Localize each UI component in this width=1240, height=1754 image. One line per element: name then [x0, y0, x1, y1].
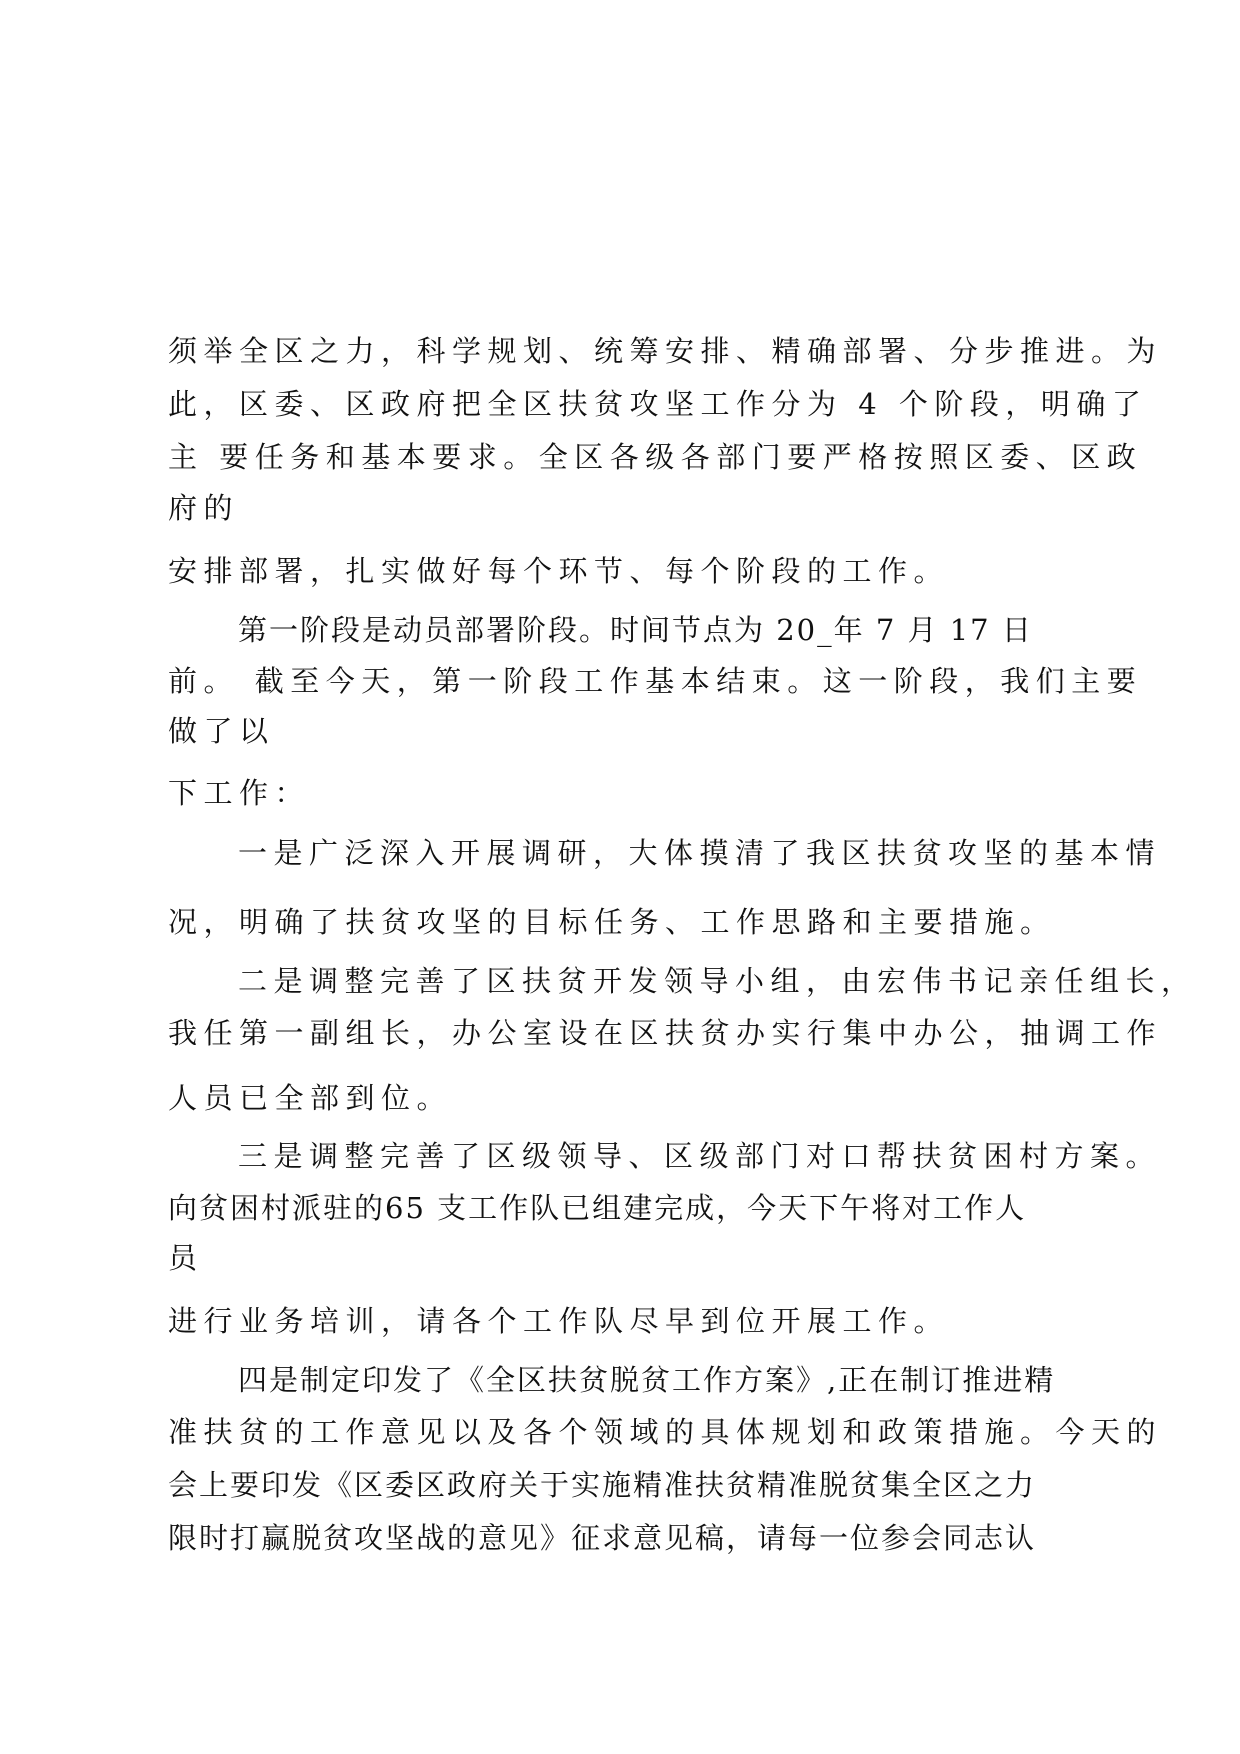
paragraph-first-line: 三是调整完善了区级领导、区级部门对口帮扶贫困村方案。 [238, 1139, 1162, 1173]
paragraph-first-line: 二是调整完善了区扶贫开发领导小组，由宏伟书记亲任组长， [238, 964, 1197, 998]
text-line: 下工作： [168, 776, 311, 810]
text-line: 须举全区之力，科学规划、统筹安排、精确部署、分步推进。为 [168, 334, 1163, 368]
text-line: 府的 [168, 491, 240, 525]
text-line: 会上要印发《区委区政府关于实施精准扶贫精准脱贫集全区之力 [168, 1468, 1037, 1502]
text-line: 况，明确了扶贫攻坚的目标任务、工作思路和主要措施。 [168, 905, 1056, 939]
text-line: 安排部署，扎实做好每个环节、每个阶段的工作。 [168, 554, 950, 588]
text-line: 人员已全部到位。 [168, 1081, 453, 1115]
text-line: 进行业务培训，请各个工作队尽早到位开展工作。 [168, 1304, 950, 1338]
paragraph-first-line: 四是制定印发了《全区扶贫脱贫工作方案》,正在制订推进精 [238, 1363, 1056, 1397]
text-line: 限时打赢脱贫攻坚战的意见》征求意见稿，请每一位参会同志认 [168, 1521, 1037, 1555]
text-line: 前。 截至今天，第一阶段工作基本结束。这一阶段，我们主要 [168, 664, 1143, 698]
text-line: 准扶贫的工作意见以及各个领域的具体规划和政策措施。今天的 [168, 1415, 1163, 1449]
text-line: 向贫困村派驻的65 支工作队已组建完成，今天下午将对工作人 [168, 1191, 1027, 1225]
paragraph-first-line: 第一阶段是动员部署阶段。时间节点为 20_年 7 月 17 日 [238, 613, 1033, 647]
text-line: 主 要任务和基本要求。全区各级各部门要严格按照区委、区政 [168, 440, 1143, 474]
text-line: 此，区委、区政府把全区扶贫攻坚工作分为 4 个阶段，明确了 [168, 387, 1148, 421]
text-line: 我任第一副组长，办公室设在区扶贫办实行集中办公，抽调工作 [168, 1016, 1163, 1050]
text-line: 员 [168, 1241, 204, 1275]
text-line: 做了以 [168, 714, 275, 748]
paragraph-first-line: 一是广泛深入开展调研，大体摸清了我区扶贫攻坚的基本情 [238, 836, 1162, 870]
